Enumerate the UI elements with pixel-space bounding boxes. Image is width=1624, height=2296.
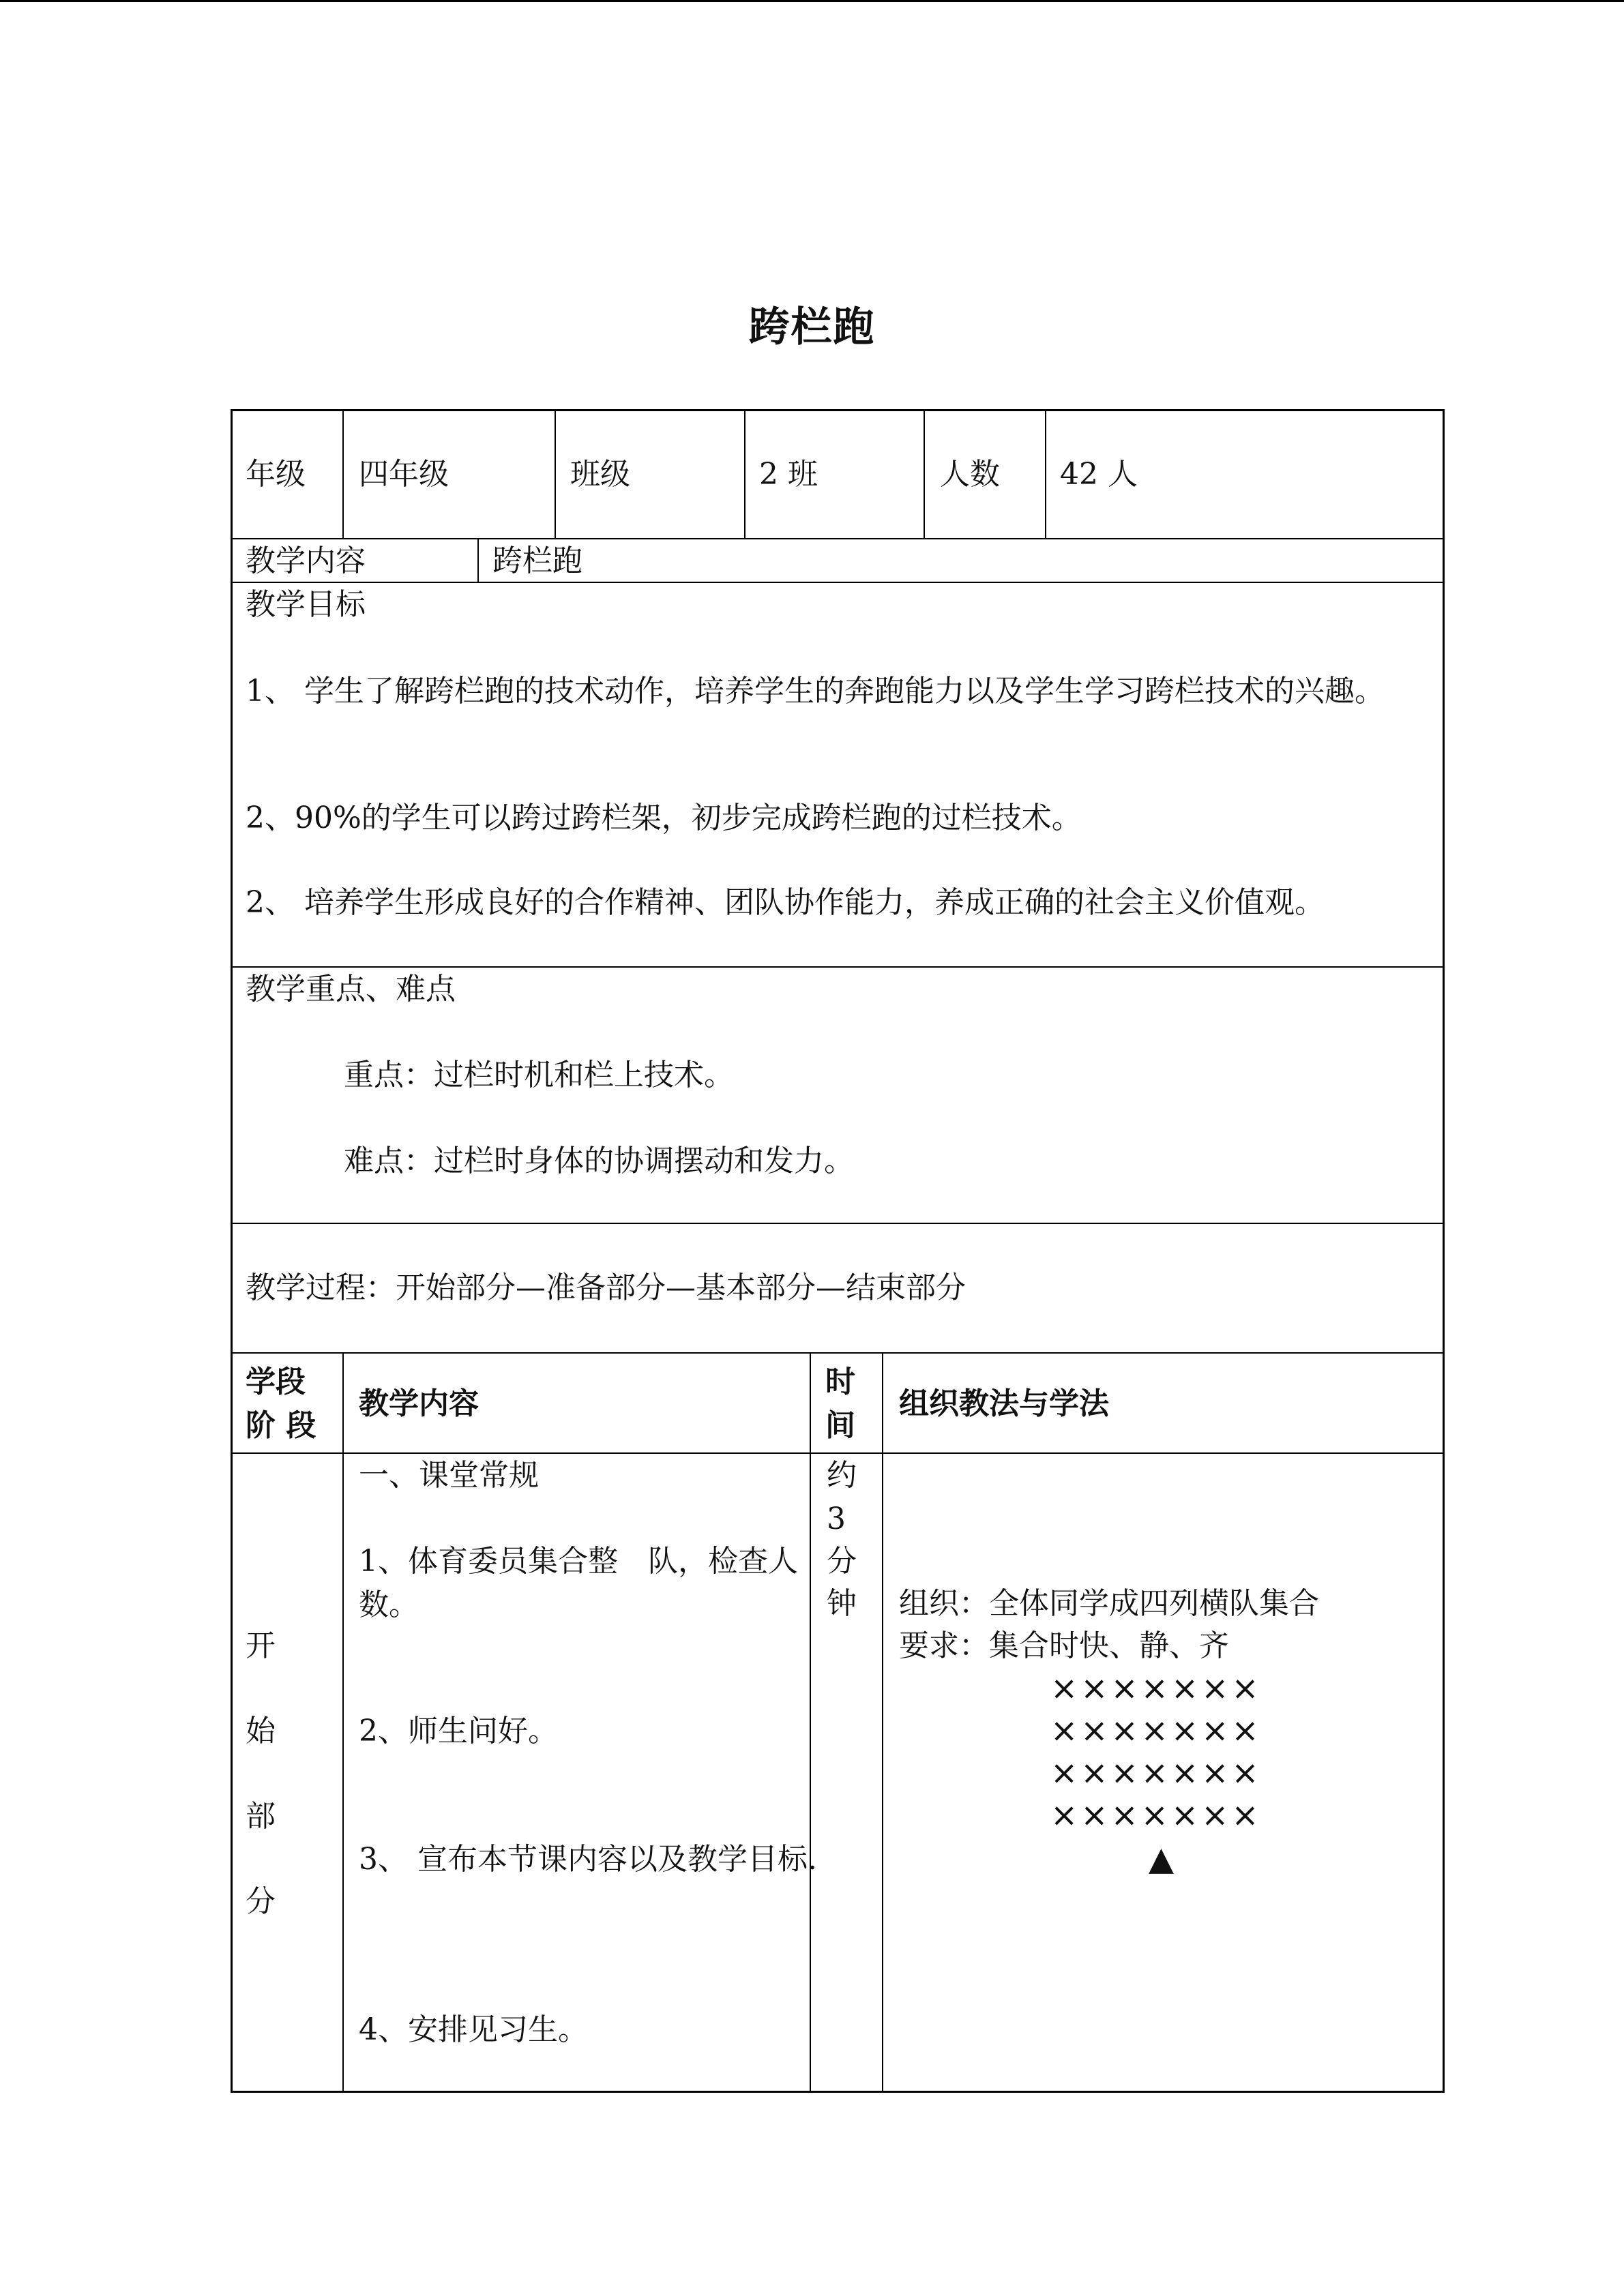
content-item: 2、师生问好。 — [359, 1714, 558, 1748]
col-divider — [1045, 409, 1046, 538]
count-label: 人数 — [940, 457, 1000, 492]
col-divider — [342, 409, 344, 538]
count-value: 42 人 — [1060, 457, 1138, 492]
page-title: 跨栏跑 — [748, 303, 876, 351]
objective-item: 2、90%的学生可以跨过跨栏架，初步完成跨栏跑的过栏技术。 — [246, 801, 1082, 835]
col-divider — [882, 1352, 883, 2093]
content-item: 3、 宣布本节课内容以及教学目标. — [359, 1842, 817, 1877]
time-char: 钟 — [827, 1586, 857, 1621]
header-method: 组织教法与学法 — [899, 1386, 1109, 1421]
objective-item: 2、 培养学生形成良好的合作精神、团队协作能力，养成正确的社会主义价值观。 — [246, 885, 1325, 920]
grade-value: 四年级 — [359, 457, 449, 492]
class-value: 2 班 — [759, 457, 818, 492]
header-time: 间 — [825, 1408, 855, 1443]
header-stage: 阶 段 — [246, 1408, 316, 1443]
col-divider — [555, 409, 556, 538]
objectives-heading: 教学目标 — [246, 587, 366, 622]
time-char: 约 — [827, 1458, 857, 1493]
row-divider — [231, 582, 1445, 583]
time-char: 分 — [827, 1544, 857, 1579]
content-item: 1、体育委员集合整 队，检查人数。 — [359, 1544, 798, 1622]
row-divider — [231, 1352, 1445, 1354]
col-divider — [744, 409, 745, 538]
stage-char: 分 — [246, 1884, 276, 1919]
stage-char: 开 — [246, 1628, 276, 1663]
class-label: 班级 — [570, 457, 630, 492]
key-points-heading: 教学重点、难点 — [246, 972, 456, 1007]
header-time: 时 — [825, 1365, 855, 1399]
objective-item: 1、 学生了解跨栏跑的技术动作，培养学生的奔跑能力以及学生学习跨栏技术的兴趣。 — [246, 674, 1385, 709]
stage-char: 部 — [246, 1799, 276, 1834]
key-focus: 重点：过栏时机和栏上技术。 — [344, 1058, 734, 1092]
method-organization: 组织：全体同学成四列横队集合 — [899, 1586, 1319, 1621]
formation-row: ××××××× — [1050, 1754, 1262, 1792]
teacher-position-mark: ▲ — [1149, 1840, 1177, 1878]
col-divider — [810, 1352, 811, 2093]
grade-label: 年级 — [246, 457, 306, 492]
page-top-border — [0, 0, 1624, 2]
row-divider — [231, 1223, 1445, 1224]
content-item: 4、安排见习生。 — [359, 2012, 588, 2047]
formation-row: ××××××× — [1050, 1796, 1262, 1834]
key-difficulty: 难点：过栏时身体的协调摆动和发力。 — [344, 1144, 854, 1178]
col-divider — [924, 409, 925, 538]
header-content: 教学内容 — [359, 1386, 479, 1421]
method-requirement: 要求：集合时快、静、齐 — [899, 1628, 1229, 1663]
row-divider — [231, 538, 1445, 539]
header-stage: 学段 — [246, 1365, 306, 1399]
time-char: 3 — [827, 1502, 846, 1536]
col-divider — [342, 1352, 344, 2093]
content-label: 教学内容 — [246, 543, 366, 578]
stage-char: 始 — [246, 1714, 276, 1748]
content-item: 一、课堂常规 — [359, 1458, 539, 1493]
formation-row: ××××××× — [1050, 1712, 1262, 1750]
content-value: 跨栏跑 — [492, 543, 582, 578]
teaching-process: 教学过程：开始部分—准备部分—基本部分—结束部分 — [246, 1270, 966, 1305]
formation-row: ××××××× — [1050, 1669, 1262, 1708]
col-divider — [477, 538, 479, 582]
